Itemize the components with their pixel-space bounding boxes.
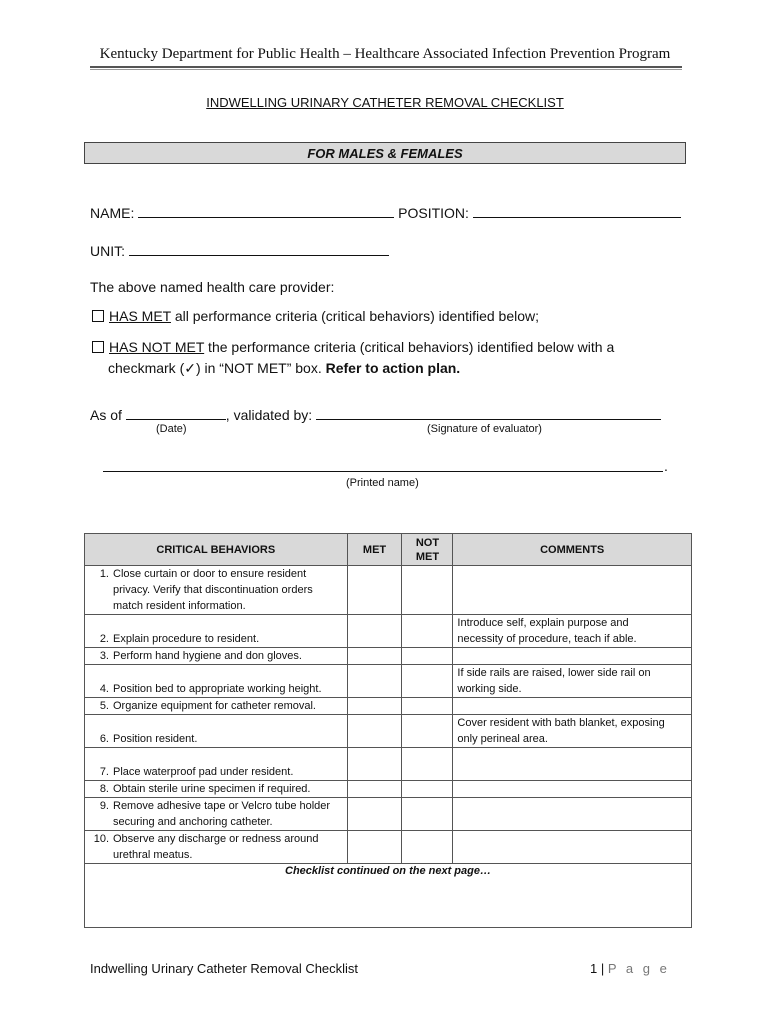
name-blank[interactable] xyxy=(138,203,394,218)
comment-cell[interactable] xyxy=(453,665,692,698)
table-row xyxy=(85,748,692,781)
behavior-text: Remove adhesive tape or Velcro tube holder xyxy=(113,800,331,812)
met-cell[interactable] xyxy=(347,798,402,831)
behavior-line xyxy=(85,731,347,747)
org-header: Kentucky Department for Public Health – Healthcare Associated Infection Prevention Program xyxy=(99,46,671,62)
behavior-text: privacy. Verify that discontinuation orders xyxy=(113,584,313,596)
behavior-text: Position bed to appropriate working height. xyxy=(113,683,322,695)
behavior-number: 6. xyxy=(99,733,109,745)
not-met-cell[interactable] xyxy=(402,648,453,665)
unit-row xyxy=(90,241,389,259)
as-of-label: As of xyxy=(90,407,122,423)
behavior-line xyxy=(85,831,347,847)
behavior-number xyxy=(85,598,113,614)
behavior-cell xyxy=(85,798,348,831)
signature-blank[interactable] xyxy=(316,405,661,420)
refer-action-plan: Refer to action plan. xyxy=(325,360,461,376)
behavior-text: Perform hand hygiene and don gloves. xyxy=(113,650,302,662)
behavior-number xyxy=(85,715,113,731)
table-row xyxy=(85,648,692,665)
not-met-cell[interactable] xyxy=(402,781,453,798)
behavior-number: 7. xyxy=(99,766,109,778)
table-row xyxy=(85,615,692,648)
has-not-met-checkbox[interactable] xyxy=(92,341,104,353)
provider-statement: The above named health care provider: xyxy=(90,279,335,295)
comment-cell[interactable] xyxy=(453,648,692,665)
not-met-header-line2: MET xyxy=(415,550,440,563)
behavior-line xyxy=(85,814,347,830)
behavior-text xyxy=(113,615,347,631)
table-row xyxy=(85,781,692,798)
table-row xyxy=(85,566,692,615)
table-row xyxy=(85,798,692,831)
behavior-text: Place waterproof pad under resident. xyxy=(113,766,294,778)
behavior-line xyxy=(85,648,347,664)
behavior-line xyxy=(85,847,347,863)
behavior-line xyxy=(85,566,347,582)
met-header: MET xyxy=(347,534,402,566)
behavior-text xyxy=(113,715,347,731)
behavior-cell xyxy=(85,715,348,748)
not-met-header-line1: NOT xyxy=(415,536,440,549)
not-met-cell[interactable] xyxy=(402,715,453,748)
comment-cell[interactable] xyxy=(453,798,692,831)
unit-label: UNIT: xyxy=(90,243,125,259)
has-not-met-row-2 xyxy=(108,360,460,377)
met-cell[interactable] xyxy=(347,781,402,798)
printed-name-period: . xyxy=(664,458,668,474)
header-rule xyxy=(90,66,682,68)
comment-line: Cover resident with bath blanket, exposing xyxy=(457,717,665,729)
table-row xyxy=(85,698,692,715)
behavior-cell xyxy=(85,615,348,648)
page-word: P a g e xyxy=(607,961,670,976)
met-cell[interactable] xyxy=(347,715,402,748)
has-met-checkbox[interactable] xyxy=(92,310,104,322)
comment-line: If side rails are raised, lower side rail on xyxy=(457,667,651,679)
position-label: POSITION: xyxy=(398,205,469,221)
met-cell[interactable] xyxy=(347,748,402,781)
behavior-cell xyxy=(85,748,348,781)
not-met-cell[interactable] xyxy=(402,566,453,615)
comment-cell[interactable] xyxy=(453,715,692,748)
comment-cell[interactable] xyxy=(453,566,692,615)
behavior-number: 3. xyxy=(99,650,109,662)
behavior-cell xyxy=(85,781,348,798)
position-blank[interactable] xyxy=(473,203,681,218)
behavior-number xyxy=(85,615,113,631)
behavior-text: Explain procedure to resident. xyxy=(113,633,260,645)
behavior-number: 2. xyxy=(99,633,109,645)
behavior-text: Obtain sterile urine specimen if required. xyxy=(113,783,311,795)
behavior-line xyxy=(85,748,347,764)
has-not-met-label: HAS NOT MET xyxy=(109,339,205,355)
not-met-cell[interactable] xyxy=(402,665,453,698)
comment-line: Introduce self, explain purpose and xyxy=(457,617,629,629)
behavior-line xyxy=(85,781,347,797)
behavior-cell xyxy=(85,665,348,698)
document-title: INDWELLING URINARY CATHETER REMOVAL CHECKLIST xyxy=(206,95,564,110)
behavior-text: Organize equipment for catheter removal. xyxy=(113,700,316,712)
behavior-cell xyxy=(85,566,348,615)
behavior-line xyxy=(85,615,347,631)
met-cell[interactable] xyxy=(347,698,402,715)
critical-behaviors-table xyxy=(84,533,692,928)
behavior-cell xyxy=(85,698,348,715)
table-row xyxy=(85,665,692,698)
continued-row xyxy=(85,864,692,928)
date-caption: (Date) xyxy=(156,423,187,435)
comment-line: only perineal area. xyxy=(457,733,548,745)
behavior-text: Close curtain or door to ensure resident xyxy=(113,568,307,580)
behavior-number xyxy=(85,665,113,681)
has-not-met-text: the performance criteria (critical behaviors) identified below with a xyxy=(204,339,615,355)
not-met-header xyxy=(402,534,453,566)
behavior-number: 1. xyxy=(99,568,109,580)
printed-name-caption: (Printed name) xyxy=(346,477,419,489)
behavior-number xyxy=(85,847,113,863)
behavior-line xyxy=(85,715,347,731)
met-cell[interactable] xyxy=(347,831,402,864)
behavior-text xyxy=(113,665,347,681)
comment-line: necessity of procedure, teach if able. xyxy=(457,633,637,645)
behavior-line xyxy=(85,798,347,814)
header-rule-thin xyxy=(90,69,682,70)
behavior-text: urethral meatus. xyxy=(113,849,193,861)
behavior-text xyxy=(113,748,347,764)
behavior-line xyxy=(85,698,347,714)
behavior-cell xyxy=(85,831,348,864)
date-blank[interactable] xyxy=(126,405,226,420)
printed-name-blank[interactable] xyxy=(103,471,663,472)
validation-row xyxy=(90,405,661,423)
behavior-number: 10. xyxy=(93,833,109,845)
comment-cell[interactable] xyxy=(453,781,692,798)
continued-note: Checklist continued on the next page… xyxy=(285,865,491,877)
not-met-cell[interactable] xyxy=(402,798,453,831)
page-separator: | xyxy=(597,961,608,976)
behavior-number xyxy=(85,748,113,764)
has-met-label: HAS MET xyxy=(109,308,171,324)
page-number: 1 xyxy=(590,961,598,976)
behavior-number: 5. xyxy=(99,700,109,712)
behavior-line xyxy=(85,665,347,681)
comment-cell[interactable] xyxy=(453,615,692,648)
not-met-cell[interactable] xyxy=(402,698,453,715)
met-cell[interactable] xyxy=(347,648,402,665)
unit-blank[interactable] xyxy=(129,241,389,256)
table-row xyxy=(85,715,692,748)
banner: FOR MALES & FEMALES xyxy=(84,142,686,164)
behavior-line xyxy=(85,764,347,780)
behavior-line xyxy=(85,598,347,614)
comments-header: COMMENTS xyxy=(453,534,692,566)
validated-by-label: , validated by: xyxy=(225,407,313,423)
behavior-line xyxy=(85,582,347,598)
not-met-cell[interactable] xyxy=(402,615,453,648)
comment-line: working side. xyxy=(457,683,522,695)
behavior-number: 8. xyxy=(99,783,109,795)
continued-cell xyxy=(85,864,692,928)
behavior-number xyxy=(85,814,113,830)
footer-page xyxy=(590,961,670,976)
has-met-text: all performance criteria (critical behaviors) identified below; xyxy=(170,308,540,324)
behavior-text: Position resident. xyxy=(113,733,198,745)
checkmark-instruction: checkmark (✓) in “NOT MET” box. xyxy=(108,360,322,376)
behavior-number: 9. xyxy=(99,800,109,812)
comment-cell[interactable] xyxy=(453,698,692,715)
comment-cell[interactable] xyxy=(453,831,692,864)
behavior-number: 4. xyxy=(99,683,109,695)
signature-caption: (Signature of evaluator) xyxy=(427,423,542,435)
behavior-line xyxy=(85,631,347,647)
met-cell[interactable] xyxy=(347,566,402,615)
behavior-line xyxy=(85,681,347,697)
table-header-row xyxy=(85,534,692,566)
behavior-text: Observe any discharge or redness around xyxy=(113,833,319,845)
not-met-cell[interactable] xyxy=(402,748,453,781)
not-met-cell[interactable] xyxy=(402,831,453,864)
footer-title: Indwelling Urinary Catheter Removal Checklist xyxy=(90,961,359,976)
behavior-number xyxy=(85,582,113,598)
behavior-text: securing and anchoring catheter. xyxy=(113,816,273,828)
name-position-row xyxy=(90,203,681,221)
behavior-text: match resident information. xyxy=(113,600,246,612)
has-met-row xyxy=(92,308,539,324)
met-cell[interactable] xyxy=(347,665,402,698)
name-label: NAME: xyxy=(90,205,135,221)
critical-behaviors-header: CRITICAL BEHAVIORS xyxy=(85,534,348,566)
table-row xyxy=(85,831,692,864)
comment-cell[interactable] xyxy=(453,748,692,781)
has-not-met-row xyxy=(92,339,614,355)
behavior-cell xyxy=(85,648,348,665)
met-cell[interactable] xyxy=(347,615,402,648)
